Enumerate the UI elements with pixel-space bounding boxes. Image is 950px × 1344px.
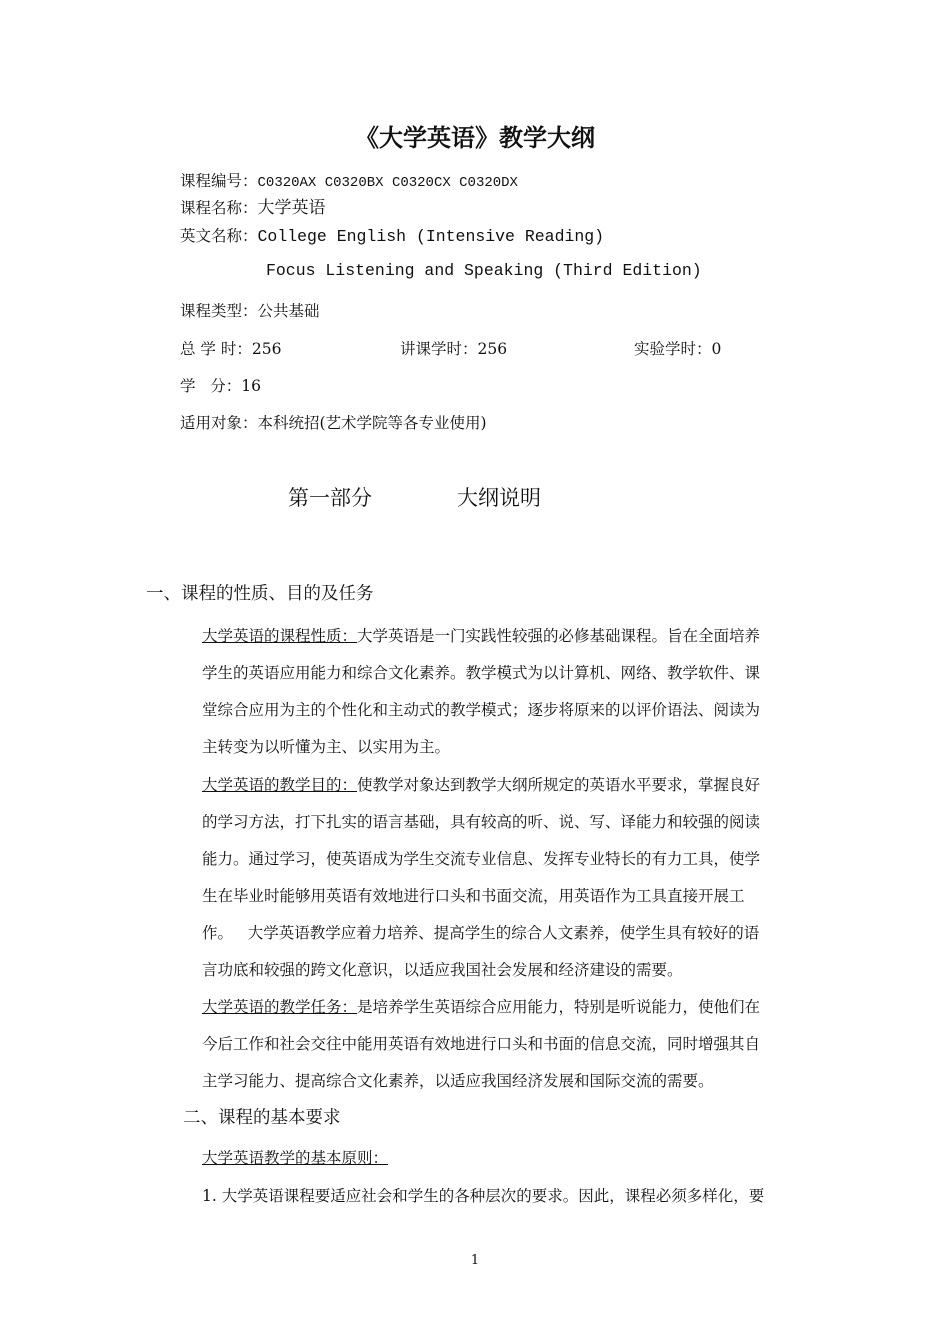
course-type-label: 课程类型：	[180, 302, 258, 320]
english-name-label: 英文名称：	[180, 227, 258, 245]
english-name	[180, 224, 604, 246]
document-title: 《大学英语》教学大纲	[355, 124, 595, 152]
english-name-value-1: College English (Intensive Reading)	[257, 227, 605, 246]
paragraph-text: 使教学对象达到教学大纲所规定的英语水平要求，掌握良好	[357, 776, 761, 794]
total-hours: 总 学 时：256	[180, 340, 282, 358]
paragraph-nature-line: 学生的英语应用能力和综合文化素养。教学模式为以计算机、网络、教学软件、课	[202, 664, 761, 682]
paragraph-purpose-line: 言功底和较强的跨文化意识，以适应我国社会发展和经济建设的需要。	[202, 961, 683, 979]
course-name-value: 大学英语	[257, 198, 326, 218]
credits: 学 分：16	[180, 377, 262, 395]
section-heading-nature: 一、课程的性质、目的及任务	[146, 584, 374, 604]
course-code-label: 课程编号：	[180, 172, 258, 190]
english-name-value-2: Focus Listening and Speaking (Third Edition)	[266, 261, 702, 280]
paragraph-purpose-line	[202, 773, 760, 795]
paragraph-label-nature: 大学英语的课程性质：	[202, 627, 358, 645]
paragraph-purpose-line: 能力。通过学习，使英语成为学生交流专业信息、发挥专业特长的有力工具，使学	[202, 850, 761, 868]
principles-label: 大学英语教学的基本原则：	[202, 1149, 389, 1167]
page-number: 1	[470, 1253, 480, 1268]
course-name	[180, 193, 326, 218]
part-name: 大纲说明	[457, 486, 541, 510]
paragraph-purpose-line: 生在毕业时能够用英语有效地进行口头和书面交流，用英语作为工具直接开展工	[202, 887, 745, 905]
lab-hours: 实验学时：0	[634, 340, 722, 358]
paragraph-text: 大学英语是一门实践性较强的必修基础课程。旨在全面培养	[357, 627, 761, 645]
paragraph-task-line	[202, 995, 760, 1017]
course-type-value: 公共基础	[257, 302, 320, 320]
course-name-label: 课程名称：	[180, 199, 258, 217]
paragraph-purpose-line: 作。 大学英语教学应着力培养、提高学生的综合人文素养，使学生具有较好的语	[202, 924, 760, 942]
lecture-hours: 讲课学时：256	[400, 340, 508, 358]
part-number: 第一部分	[288, 486, 372, 510]
paragraph-purpose-line: 的学习方法，打下扎实的语言基础，具有较高的听、说、写、译能力和较强的阅读	[202, 813, 761, 831]
target-audience: 适用对象：本科统招(艺术学院等各专业使用)	[180, 414, 487, 432]
paragraph-label-task: 大学英语的教学任务：	[202, 998, 358, 1016]
course-code-value: C0320AX C0320BX C0320CX C0320DX	[257, 175, 518, 191]
paragraph-label-purpose: 大学英语的教学目的：	[202, 776, 358, 794]
principle-item-1: 1. 大学英语课程要适应社会和学生的各种层次的要求。因此，课程必须多样化，要	[202, 1187, 765, 1205]
paragraph-text: 是培养学生英语综合应用能力，特别是听说能力，使他们在	[357, 998, 761, 1016]
paragraph-nature-line: 堂综合应用为主的个性化和主动式的教学模式；逐步将原来的以评价语法、阅读为	[202, 701, 761, 719]
section-heading-requirements: 二、课程的基本要求	[183, 1108, 341, 1128]
paragraph-nature-line: 主转变为以听懂为主、以实用为主。	[202, 738, 451, 756]
paragraph-nature-line	[202, 624, 760, 646]
course-type	[180, 299, 320, 321]
paragraph-task-line: 今后工作和社会交往中能用英语有效地进行口头和书面的信息交流，同时增强其自	[202, 1035, 761, 1053]
course-code	[180, 169, 518, 191]
paragraph-task-line: 主学习能力、提高综合文化素养，以适应我国经济发展和国际交流的需要。	[202, 1072, 714, 1090]
